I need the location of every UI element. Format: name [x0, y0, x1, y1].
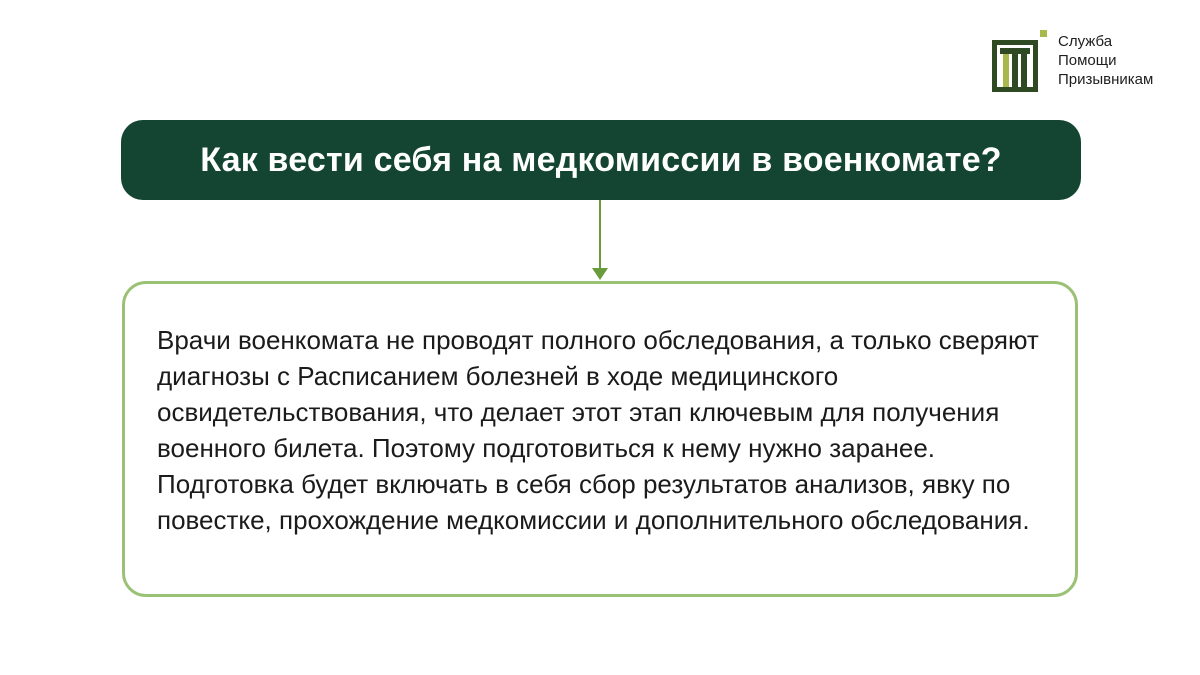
brand-name [1058, 32, 1153, 89]
content-card [122, 281, 1078, 597]
brand-line-1: Служба [1058, 33, 1113, 50]
brand-line-3: Призывникам [1058, 71, 1154, 88]
brand-logo [990, 28, 1153, 94]
brand-line-2: Помощи [1058, 52, 1117, 69]
content-paragraph: Врачи военкомата не проводят полного обследования, а только сверяют диагнозы с Расписанием болезней в ходе медицинского освидетельствования, что делает этот этап ключевым для получения военного билета. Поэтому подготовиться к нему нужно заранее. Подготовка будет включать в себя сбор результатов анализов, явку по повестке, прохождение медкомиссии и дополнительного обследования. [157, 325, 1039, 535]
down-arrow-connector [590, 200, 610, 282]
page-title: Как вести себя на медкомиссии в военкомате? [200, 140, 1002, 179]
service-logo-icon [990, 28, 1048, 94]
title-banner [121, 120, 1081, 200]
